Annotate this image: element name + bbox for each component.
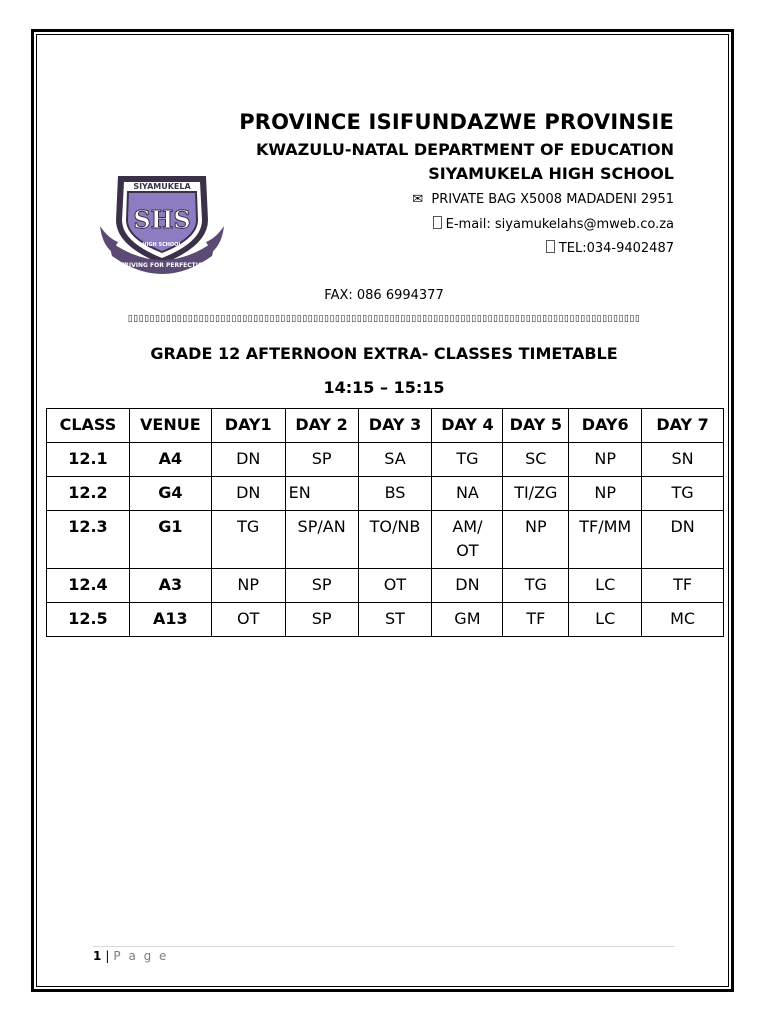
- cell-day5: TG: [503, 569, 569, 603]
- cell-class: 12.4: [47, 569, 130, 603]
- cell-day7: SN: [642, 443, 724, 477]
- cell-day1: DN: [211, 477, 285, 511]
- cell-day4: DN: [432, 569, 503, 603]
- cell-venue: A4: [129, 443, 211, 477]
- col-header-day7: DAY 7: [642, 409, 724, 443]
- cell-venue: G1: [129, 511, 211, 569]
- tel-text: TEL:034-9402487: [558, 241, 674, 256]
- col-header-day4: DAY 4: [432, 409, 503, 443]
- cell-day2: SP: [285, 443, 358, 477]
- page-number: 1: [93, 949, 102, 963]
- header-school-name: SIYAMUKELA HIGH SCHOOL: [428, 164, 674, 183]
- crest-monogram: SHS: [133, 205, 191, 234]
- cell-day3: OT: [358, 569, 432, 603]
- cell-class: 12.5: [47, 603, 130, 637]
- cell-day6: LC: [569, 569, 642, 603]
- fax-line: FAX: 086 6994377: [324, 288, 444, 303]
- cell-day1: TG: [211, 511, 285, 569]
- col-header-day1: DAY1: [211, 409, 285, 443]
- cell-class: 12.1: [47, 443, 130, 477]
- table-row: [47, 511, 724, 569]
- crest-ribbon-small: HIGH SCHOOL: [142, 242, 182, 248]
- header-department: KWAZULU-NATAL DEPARTMENT OF EDUCATION: [255, 140, 674, 159]
- cell-day3: BS: [358, 477, 432, 511]
- page-label: P a g e: [113, 949, 169, 963]
- address-line: [412, 192, 674, 207]
- cell-day4: NA: [432, 477, 503, 511]
- cell-day7: DN: [642, 511, 724, 569]
- cell-day1: NP: [211, 569, 285, 603]
- crest-motto: STRIVING FOR PERFECTION: [115, 262, 209, 269]
- cell-day6: TF/MM: [569, 511, 642, 569]
- page-footer: [93, 949, 168, 963]
- school-crest-logo: [98, 168, 226, 274]
- col-header-day2: DAY 2: [285, 409, 358, 443]
- phone-icon: [546, 240, 555, 253]
- cell-day3: SA: [358, 443, 432, 477]
- cell-day5: NP: [503, 511, 569, 569]
- col-header-venue: VENUE: [129, 409, 211, 443]
- cell-day5: SC: [503, 443, 569, 477]
- cell-day7: TG: [642, 477, 724, 511]
- mail-icon: [433, 216, 442, 229]
- cell-day5: TF: [503, 603, 569, 637]
- cell-day3: ST: [358, 603, 432, 637]
- decorative-divider: ▯▯▯▯▯▯▯▯▯▯▯▯▯▯▯▯▯▯▯▯▯▯▯▯▯▯▯▯▯▯▯▯▯▯▯▯▯▯▯▯▯▯▯▯▯▯▯▯▯▯▯▯▯▯▯▯▯▯▯▯▯▯▯▯▯▯▯▯▯▯▯▯▯▯▯▯▯▯▯▯▯▯▯▯▯▯▯▯▯▯▯▯▯▯: [127, 314, 641, 324]
- timetable-title: GRADE 12 AFTERNOON EXTRA- CLASSES TIMETABLE: [150, 344, 618, 363]
- table-row: [47, 603, 724, 637]
- cell-day2: SP: [285, 569, 358, 603]
- col-header-class: CLASS: [47, 409, 130, 443]
- crest-top-text: SIYAMUKELA: [133, 182, 191, 191]
- cell-day2: SP/AN: [285, 511, 358, 569]
- cell-day5: TI/ZG: [503, 477, 569, 511]
- footer-separator: |: [105, 949, 110, 963]
- cell-day4: TG: [432, 443, 503, 477]
- cell-day7: MC: [642, 603, 724, 637]
- cell-day4: GM: [432, 603, 503, 637]
- cell-day4: AM/ OT: [432, 511, 503, 569]
- cell-day2: EN: [285, 477, 358, 511]
- table-row: [47, 569, 724, 603]
- col-header-day6: DAY6: [569, 409, 642, 443]
- table-header-row: [47, 409, 724, 443]
- tel-line: [546, 240, 674, 256]
- cell-day3: TO/NB: [358, 511, 432, 569]
- cell-day7: TF: [642, 569, 724, 603]
- col-header-day3: DAY 3: [358, 409, 432, 443]
- cell-class: 12.3: [47, 511, 130, 569]
- cell-day6: NP: [569, 443, 642, 477]
- cell-day2: SP: [285, 603, 358, 637]
- cell-day1: DN: [211, 443, 285, 477]
- cell-venue: A13: [129, 603, 211, 637]
- cell-venue: G4: [129, 477, 211, 511]
- address-text: PRIVATE BAG X5008 MADADENI 2951: [431, 192, 674, 207]
- cell-venue: A3: [129, 569, 211, 603]
- cell-day1: OT: [211, 603, 285, 637]
- timetable-time: 14:15 – 15:15: [323, 378, 445, 397]
- email-text: E-mail: siyamukelahs@mweb.co.za: [445, 217, 674, 232]
- email-line: [433, 216, 675, 232]
- table-row: [47, 477, 724, 511]
- timetable: [46, 408, 724, 637]
- col-header-day5: DAY 5: [503, 409, 569, 443]
- cell-day6: NP: [569, 477, 642, 511]
- table-row: [47, 443, 724, 477]
- footer-rule: [93, 946, 675, 947]
- envelope-icon: ✉: [412, 192, 424, 207]
- header-province: PROVINCE ISIFUNDAZWE PROVINSIE: [239, 110, 674, 134]
- cell-class: 12.2: [47, 477, 130, 511]
- cell-day6: LC: [569, 603, 642, 637]
